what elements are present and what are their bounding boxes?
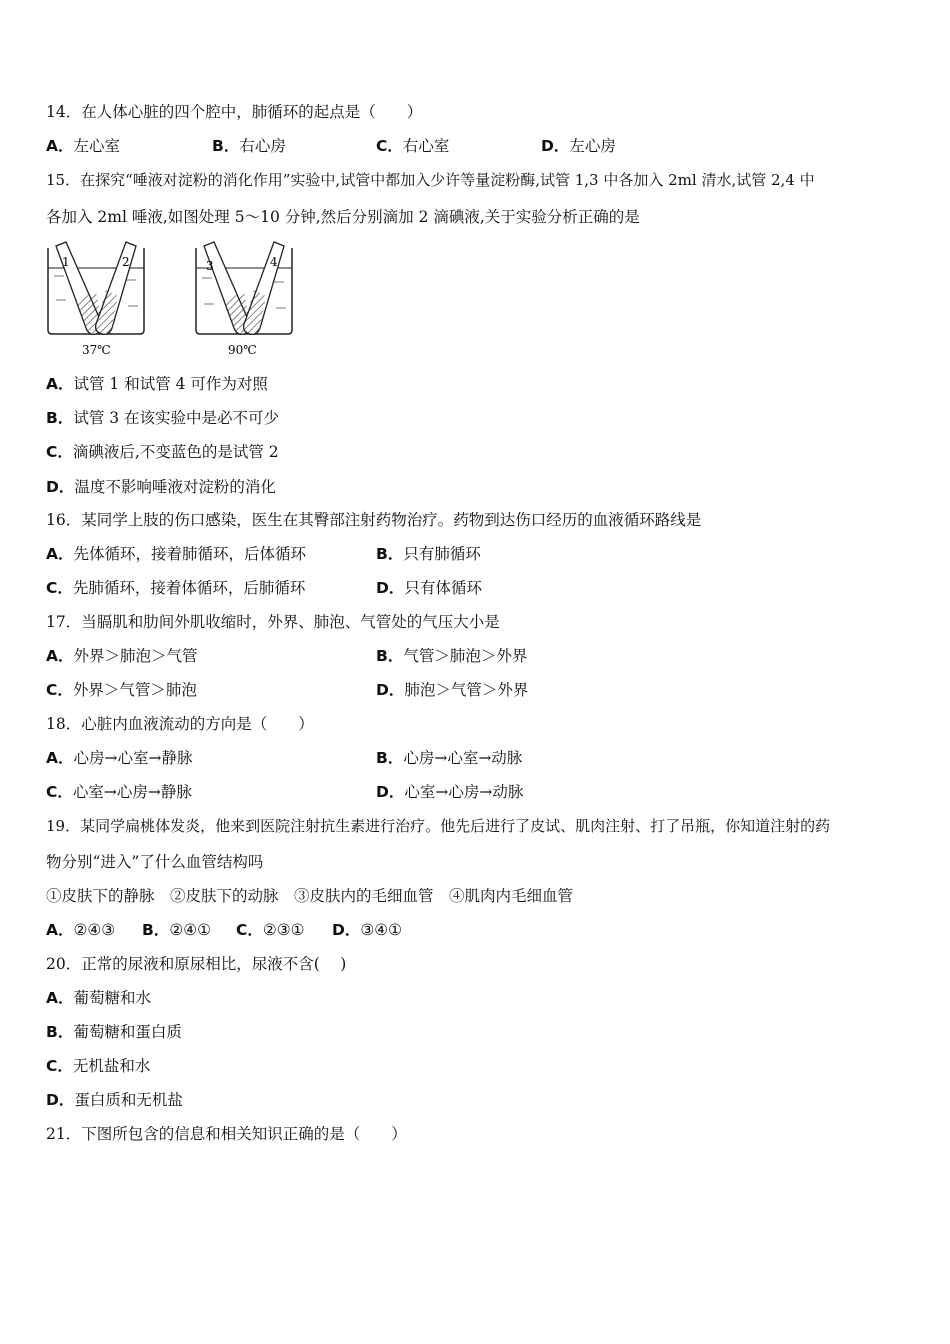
q20-option-b: B．葡萄糖和蛋白质 bbox=[46, 1023, 182, 1041]
question-19-stem-line1: 19．某同学扁桃体发炎，他来到医院注射抗生素进行治疗。他先后进行了皮试、肌肉注射、打了吊瓶，你知道注射的药 bbox=[46, 817, 831, 835]
tube-label-2: 2 bbox=[122, 255, 130, 269]
question-15-stem-line2: 各加入 2ml 唾液,如图处理 5～10 分钟,然后分别滴加 2 滴碘液,关于实验分析正确的是 bbox=[46, 208, 640, 226]
tube-label-4: 4 bbox=[270, 255, 278, 269]
test-tube-2 bbox=[96, 242, 136, 334]
q19-option-c: C．②③① bbox=[236, 921, 305, 939]
q14-option-a: A．左心室 bbox=[46, 137, 121, 155]
q19-option-b: B．②④① bbox=[142, 921, 212, 939]
tube-label-1: 1 bbox=[62, 255, 70, 269]
q16-option-a: A．先体循环，接着肺循环，后体循环 bbox=[46, 545, 307, 563]
question-16-stem: 16．某同学上肢的伤口感染，医生在其臀部注射药物治疗。药物到达伤口经历的血液循环路线是 bbox=[46, 511, 702, 529]
temperature-label-37: 37℃ bbox=[82, 343, 111, 357]
question-19-items: ①皮肤下的静脉 ②皮肤下的动脉 ③皮肤内的毛细血管 ④肌肉内毛细血管 bbox=[46, 887, 574, 905]
question-14-stem: 14．在人体心脏的四个腔中，肺循环的起点是（ ） bbox=[46, 103, 423, 121]
q15-option-c: C．滴碘液后,不变蓝色的是试管 2 bbox=[46, 443, 279, 461]
q20-option-a: A．葡萄糖和水 bbox=[46, 989, 152, 1007]
q16-option-c: C．先肺循环，接着体循环，后肺循环 bbox=[46, 579, 306, 597]
q16-option-d: D．只有体循环 bbox=[376, 579, 482, 597]
question-17-stem: 17．当膈肌和肋间外肌收缩时，外界、肺泡、气管处的气压大小是 bbox=[46, 613, 500, 631]
tube-label-3: 3 bbox=[206, 259, 214, 273]
beaker-37 bbox=[48, 242, 144, 357]
question-19-stem-line2: 物分别“进入”了什么血管结构吗 bbox=[46, 853, 264, 871]
question-15-stem-line1: 15．在探究“唾液对淀粉的消化作用”实验中,试管中都加入少许等量淀粉酶,试管 1,3 中各加入 2ml 清水,试管 2,4 中 bbox=[46, 171, 815, 189]
q19-option-a: A．②④③ bbox=[46, 921, 116, 939]
q18-option-b: B．心房→心室→动脉 bbox=[376, 749, 523, 767]
q17-option-b: B．气管＞肺泡＞外界 bbox=[376, 647, 528, 665]
question-18-stem: 18．心脏内血液流动的方向是（ ） bbox=[46, 715, 314, 733]
q14-option-b: B．右心房 bbox=[212, 137, 286, 155]
q14-option-d: D．左心房 bbox=[541, 137, 616, 155]
q17-option-a: A．外界＞肺泡＞气管 bbox=[46, 647, 198, 665]
q14-option-c: C．右心室 bbox=[376, 137, 450, 155]
q19-option-d: D．③④① bbox=[332, 921, 403, 939]
q15-option-d: D．温度不影响唾液对淀粉的消化 bbox=[46, 478, 276, 496]
q20-option-d: D．蛋白质和无机盐 bbox=[46, 1091, 183, 1109]
q17-option-c: C．外界＞气管＞肺泡 bbox=[46, 681, 197, 699]
q18-option-c: C．心室→心房→静脉 bbox=[46, 783, 192, 801]
q18-option-d: D．心室→心房→动脉 bbox=[376, 783, 524, 801]
question-20-stem: 20．正常的尿液和原尿相比，尿液不含( ) bbox=[46, 955, 347, 973]
beaker-90 bbox=[196, 242, 292, 357]
question-21-stem: 21．下图所包含的信息和相关知识正确的是（ ） bbox=[46, 1125, 407, 1143]
test-tube-3 bbox=[204, 242, 250, 334]
q15-option-a: A．试管 1 和试管 4 可作为对照 bbox=[46, 375, 268, 393]
q16-option-b: B．只有肺循环 bbox=[376, 545, 481, 563]
temperature-label-90: 90℃ bbox=[228, 343, 257, 357]
q18-option-a: A．心房→心室→静脉 bbox=[46, 749, 193, 767]
beaker-experiment-figure bbox=[44, 240, 304, 360]
q20-option-c: C．无机盐和水 bbox=[46, 1057, 151, 1075]
q15-option-b: B．试管 3 在该实验中是必不可少 bbox=[46, 409, 280, 427]
test-tube-4 bbox=[244, 242, 284, 334]
q17-option-d: D．肺泡＞气管＞外界 bbox=[376, 681, 529, 699]
